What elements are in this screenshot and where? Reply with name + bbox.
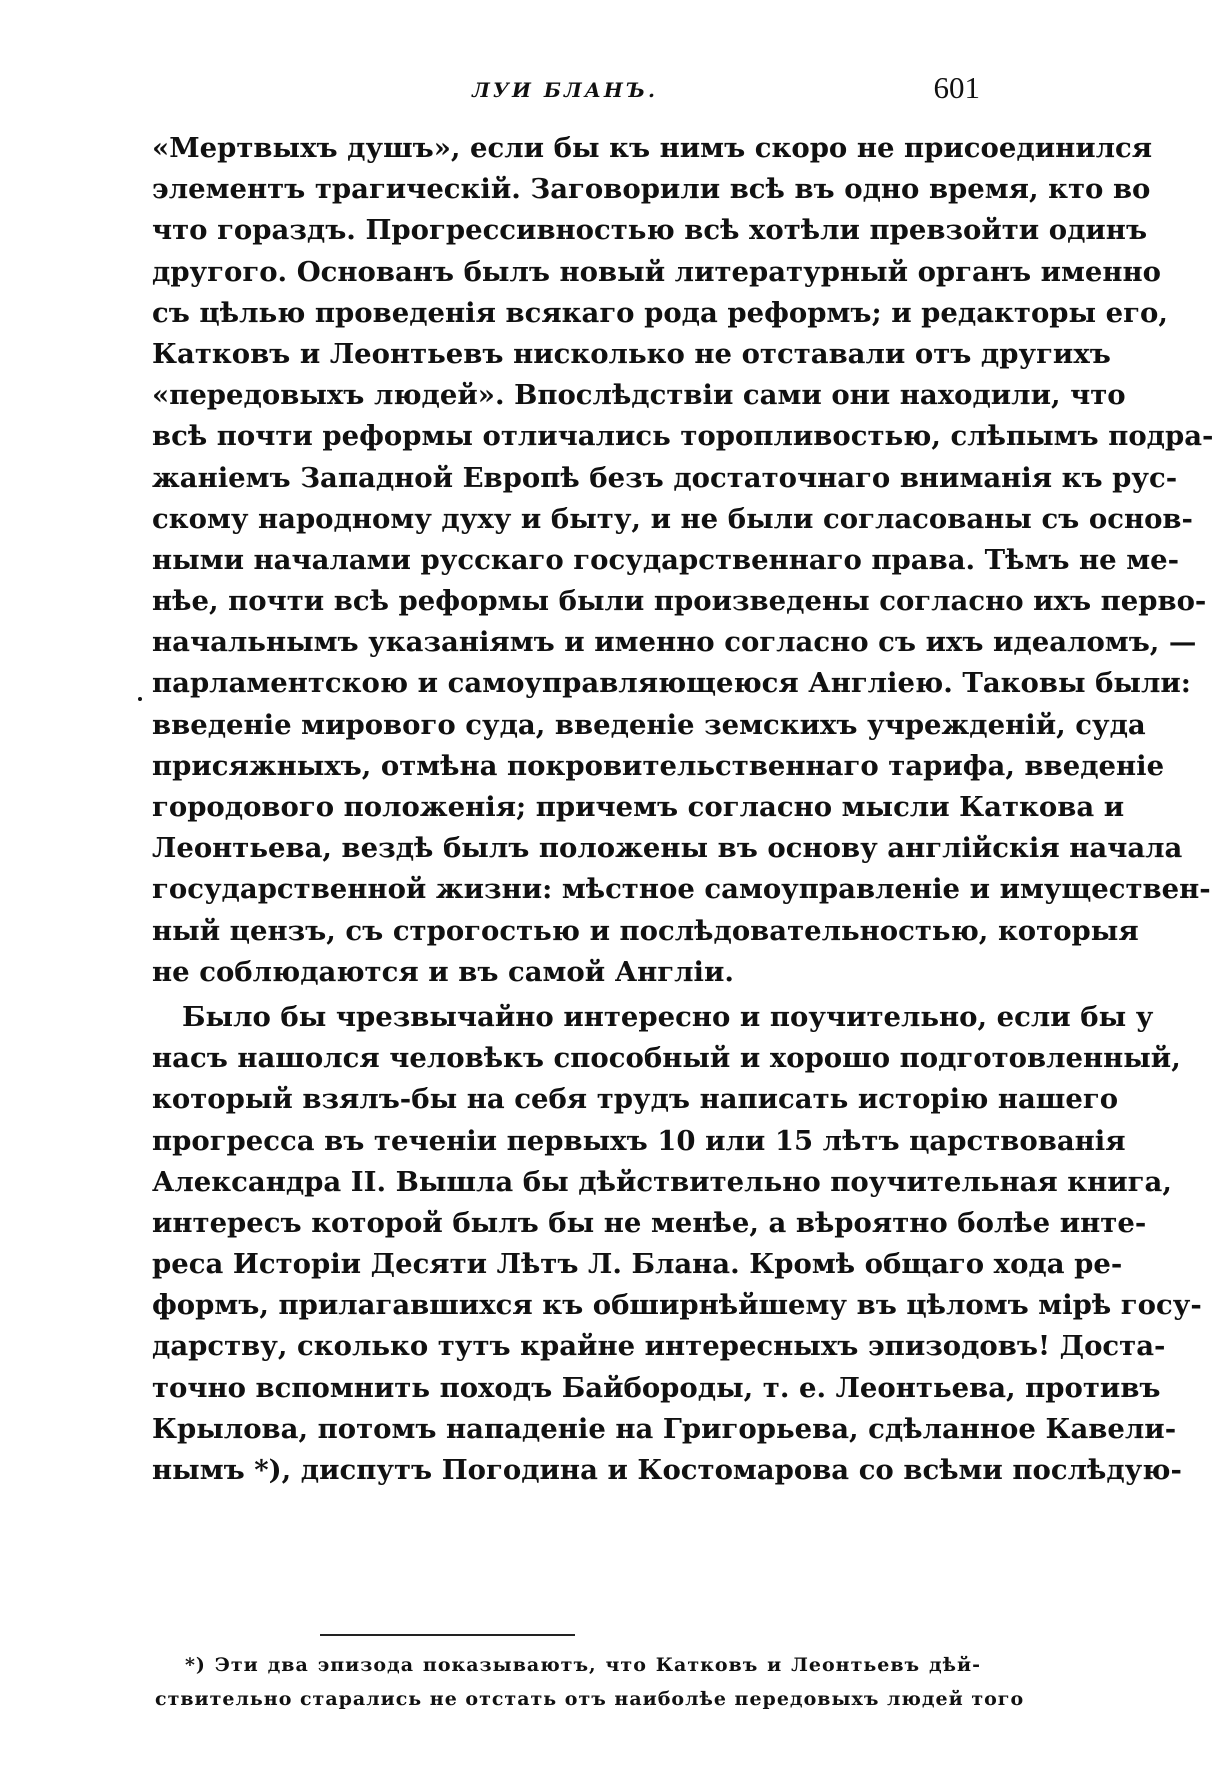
- text-line: государственной жизни: мѣстное самоуправленіе и имуществен-: [152, 873, 1211, 906]
- text-line: Было бы чрезвычайно интересно и поучительно, если бы у: [182, 1000, 1154, 1033]
- text-line: нымъ *), диспутъ Погодина и Костомарова со всѣми послѣдую-: [152, 1454, 1182, 1486]
- text-line: реса Исторіи Десяти Лѣтъ Л. Блана. Кромѣ общаго хода ре-: [152, 1248, 1123, 1281]
- text-line: другого. Основанъ былъ новый литературный органъ именно: [152, 255, 1162, 288]
- text-line: нѣе, почти всѣ реформы были произведены согласно ихъ перво-: [152, 585, 1207, 618]
- page-number: 601: [933, 70, 980, 105]
- footnote-divider: [320, 1634, 575, 1636]
- text-line: точно вспомнить походъ Байбороды, т. е. Леонтьева, противъ: [152, 1371, 1161, 1404]
- text-line: «передовыхъ людей». Впослѣдствіи сами они находили, что: [152, 379, 1126, 412]
- text-line: формъ, прилагавшихся къ обширнѣйшему въ цѣломъ мірѣ госу-: [152, 1289, 1202, 1322]
- text-line: что гораздъ. Прогрессивностью всѣ хотѣли превзойти одинъ: [152, 214, 1148, 247]
- text-line: Катковъ и Леонтьевъ нисколько не отставали отъ другихъ: [152, 337, 1111, 370]
- text-line: всѣ почти реформы отличались торопливостью, слѣпымъ подра-: [152, 420, 1213, 453]
- text-line: городового положенія; причемъ согласно мысли Каткова и: [152, 791, 1125, 823]
- margin-dot: [138, 697, 142, 701]
- text-line: который взялъ-бы на себя трудъ написать исторію нашего: [152, 1083, 1119, 1116]
- text-line: Крылова, потомъ нападеніе на Григорьева, сдѣланное Кавели-: [152, 1412, 1177, 1445]
- text-line: интересъ которой былъ бы не менѣе, а вѣроятно болѣе инте-: [152, 1206, 1147, 1239]
- text-line: введеніе мирового суда, введеніе земскихъ учрежденій, суда: [152, 708, 1146, 741]
- body-text: [152, 128, 1213, 1491]
- text-line: Леонтьева, вездѣ былъ положены въ основу англійскія начала: [152, 832, 1183, 865]
- running-title: ЛУИ БЛАНЪ.: [472, 78, 658, 102]
- text-line: скому народному духу и быту, и не были согласованы съ основ-: [152, 502, 1193, 535]
- text-line: начальнымъ указаніямъ и именно согласно съ ихъ идеаломъ, —: [152, 626, 1197, 659]
- running-head: [150, 70, 980, 110]
- text-line: прогресса въ теченіи первыхъ 10 или 15 лѣтъ царствованія: [152, 1124, 1126, 1157]
- text-line: ный цензъ, съ строгостью и послѣдовательностью, которыя: [152, 914, 1139, 947]
- text-line: «Мертвыхъ душъ», если бы къ нимъ скоро не присоединился: [152, 132, 1153, 164]
- text-line: парламентскою и самоуправляющеюся Англіею. Таковы были:: [152, 667, 1191, 700]
- footnote-line: *) Эти два эпизода показываютъ, что Катковъ и Леонтьевъ дѣй-: [185, 1654, 981, 1676]
- text-line: дарству, сколько тутъ крайне интересныхъ эпизодовъ! Доста-: [152, 1330, 1166, 1363]
- text-line: Александра II. Вышла бы дѣйствительно поучительная книга,: [152, 1165, 1172, 1198]
- text-line: не соблюдаются и въ самой Англіи.: [152, 955, 734, 988]
- text-line: ными началами русскаго государственнаго права. Тѣмъ не ме-: [152, 543, 1180, 576]
- footnote-line: ствительно старались не отстать отъ наиболѣе передовыхъ людей того: [155, 1688, 1025, 1710]
- text-line: элементъ трагическій. Заговорили всѣ въ одно время, кто во: [152, 173, 1151, 206]
- footnote: [155, 1648, 1025, 1716]
- text-line: съ цѣлью проведенія всякаго рода реформъ; и редакторы его,: [152, 296, 1168, 329]
- text-line: жаніемъ Западной Европѣ безъ достаточнаго вниманія къ рус-: [152, 461, 1178, 494]
- text-line: насъ нашолся человѣкъ способный и хорошо подготовленный,: [152, 1042, 1181, 1075]
- text-line: присяжныхъ, отмѣна покровительственнаго тарифа, введеніе: [152, 749, 1165, 782]
